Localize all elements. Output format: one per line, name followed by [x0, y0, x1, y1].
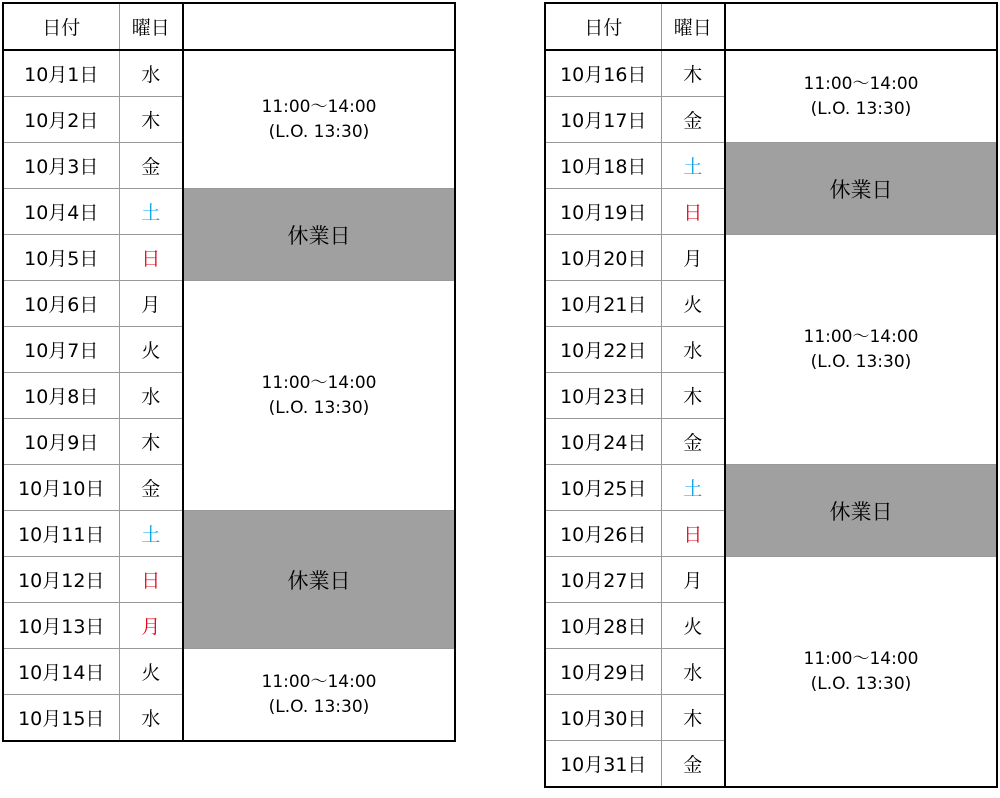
weekday-cell: 水 — [119, 695, 183, 742]
date-cell: 10月22日 — [545, 327, 661, 373]
last-order-text: (L.O. 13:30) — [268, 397, 370, 418]
date-cell: 10月20日 — [545, 235, 661, 281]
date-cell: 10月21日 — [545, 281, 661, 327]
date-cell: 10月12日 — [3, 557, 119, 603]
hours-text: 11:00〜14:00 — [261, 671, 377, 692]
weekday-cell: 金 — [661, 97, 725, 143]
date-cell: 10月30日 — [545, 695, 661, 741]
table-row — [3, 649, 455, 695]
hours-text: 11:00〜14:00 — [261, 372, 377, 393]
last-order-text: (L.O. 13:30) — [810, 351, 912, 372]
business-hours-cell — [725, 235, 997, 465]
business-hours-cell — [725, 50, 997, 143]
weekday-cell: 土 — [119, 189, 183, 235]
date-cell: 10月19日 — [545, 189, 661, 235]
table-row — [545, 465, 997, 511]
weekday-cell: 月 — [661, 557, 725, 603]
weekday-cell: 水 — [119, 373, 183, 419]
date-cell: 10月18日 — [545, 143, 661, 189]
date-cell: 10月5日 — [3, 235, 119, 281]
weekday-cell: 木 — [661, 695, 725, 741]
date-cell: 10月29日 — [545, 649, 661, 695]
date-cell: 10月15日 — [3, 695, 119, 742]
business-hours-cell — [183, 281, 455, 511]
weekday-cell: 火 — [661, 281, 725, 327]
date-cell: 10月26日 — [545, 511, 661, 557]
weekday-cell: 日 — [119, 235, 183, 281]
weekday-cell: 日 — [661, 189, 725, 235]
table-row — [3, 511, 455, 557]
closed-day-cell: 休業日 — [725, 465, 997, 557]
weekday-cell: 日 — [661, 511, 725, 557]
date-cell: 10月11日 — [3, 511, 119, 557]
date-cell: 10月8日 — [3, 373, 119, 419]
table-row — [545, 235, 997, 281]
table-row — [3, 189, 455, 235]
weekday-cell: 水 — [661, 649, 725, 695]
business-hours-cell — [725, 557, 997, 788]
header-weekday: 曜日 — [119, 3, 183, 50]
hours-text: 11:00〜14:00 — [261, 96, 377, 117]
date-cell: 10月23日 — [545, 373, 661, 419]
date-cell: 10月4日 — [3, 189, 119, 235]
business-hours-cell — [183, 50, 455, 189]
header-note — [725, 3, 997, 50]
weekday-cell: 金 — [661, 741, 725, 788]
last-order-text: (L.O. 13:30) — [268, 696, 370, 717]
closed-day-cell: 休業日 — [183, 511, 455, 649]
last-order-text: (L.O. 13:30) — [810, 98, 912, 119]
header-row — [3, 3, 455, 50]
weekday-cell: 月 — [119, 281, 183, 327]
date-cell: 10月9日 — [3, 419, 119, 465]
date-cell: 10月10日 — [3, 465, 119, 511]
header-weekday: 曜日 — [661, 3, 725, 50]
weekday-cell: 火 — [119, 327, 183, 373]
header-row — [545, 3, 997, 50]
date-cell: 10月2日 — [3, 97, 119, 143]
weekday-cell: 土 — [119, 511, 183, 557]
weekday-cell: 金 — [119, 465, 183, 511]
table-row — [545, 50, 997, 97]
weekday-cell: 水 — [661, 327, 725, 373]
date-cell: 10月6日 — [3, 281, 119, 327]
hours-text: 11:00〜14:00 — [803, 326, 919, 347]
weekday-cell: 火 — [661, 603, 725, 649]
weekday-cell: 木 — [119, 97, 183, 143]
weekday-cell: 土 — [661, 143, 725, 189]
hours-text: 11:00〜14:00 — [803, 648, 919, 669]
date-cell: 10月14日 — [3, 649, 119, 695]
table-row — [545, 143, 997, 189]
weekday-cell: 土 — [661, 465, 725, 511]
schedule-table-right — [544, 2, 998, 788]
weekday-cell: 金 — [119, 143, 183, 189]
date-cell: 10月16日 — [545, 50, 661, 97]
weekday-cell: 火 — [119, 649, 183, 695]
last-order-text: (L.O. 13:30) — [268, 121, 370, 142]
date-cell: 10月25日 — [545, 465, 661, 511]
closed-day-cell: 休業日 — [725, 143, 997, 235]
date-cell: 10月27日 — [545, 557, 661, 603]
business-hours-cell — [183, 649, 455, 742]
hours-text: 11:00〜14:00 — [803, 73, 919, 94]
weekday-cell: 木 — [661, 50, 725, 97]
date-cell: 10月24日 — [545, 419, 661, 465]
date-cell: 10月7日 — [3, 327, 119, 373]
date-cell: 10月3日 — [3, 143, 119, 189]
header-date: 日付 — [545, 3, 661, 50]
weekday-cell: 日 — [119, 557, 183, 603]
schedule-table-left — [2, 2, 456, 742]
weekday-cell: 水 — [119, 50, 183, 97]
weekday-cell: 木 — [119, 419, 183, 465]
header-note — [183, 3, 455, 50]
weekday-cell: 月 — [661, 235, 725, 281]
weekday-cell: 金 — [661, 419, 725, 465]
date-cell: 10月31日 — [545, 741, 661, 788]
weekday-cell: 木 — [661, 373, 725, 419]
table-row — [3, 281, 455, 327]
date-cell: 10月28日 — [545, 603, 661, 649]
table-row — [545, 557, 997, 603]
date-cell: 10月17日 — [545, 97, 661, 143]
date-cell: 10月13日 — [3, 603, 119, 649]
weekday-cell: 月 — [119, 603, 183, 649]
date-cell: 10月1日 — [3, 50, 119, 97]
closed-day-cell: 休業日 — [183, 189, 455, 281]
header-date: 日付 — [3, 3, 119, 50]
last-order-text: (L.O. 13:30) — [810, 673, 912, 694]
table-row — [3, 50, 455, 97]
